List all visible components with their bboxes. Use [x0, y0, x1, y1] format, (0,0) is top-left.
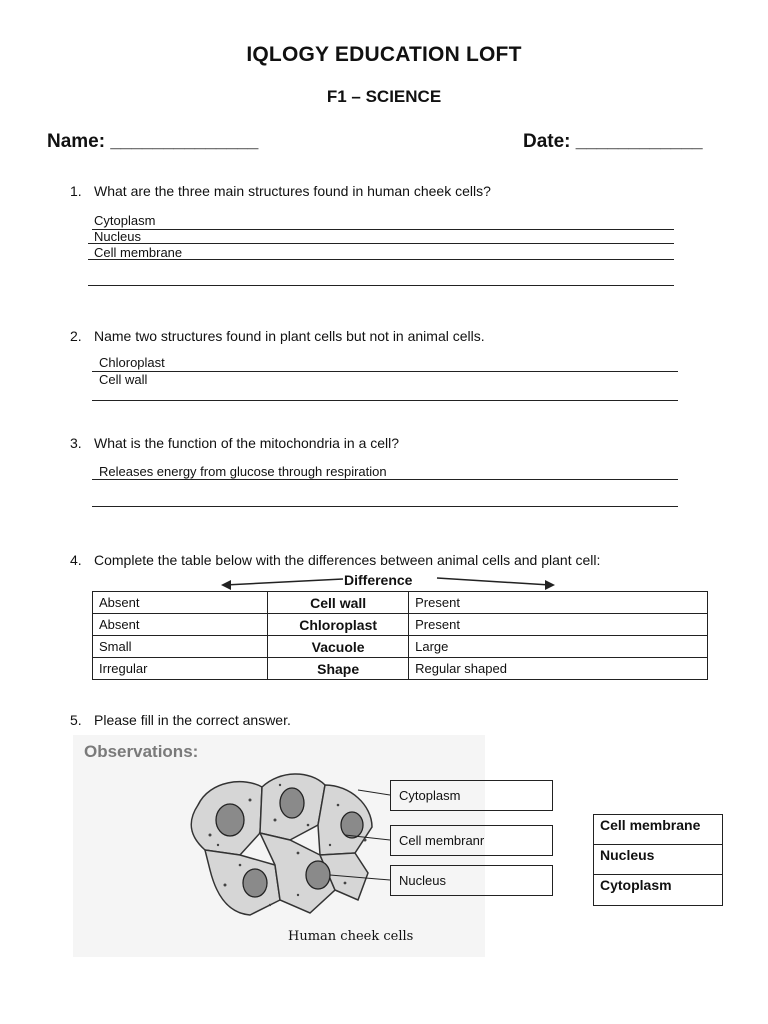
- table-row: [93, 658, 708, 680]
- option-item[interactable]: Cytoplasm: [600, 877, 672, 893]
- question-2: [70, 328, 485, 344]
- worksheet-subtitle: F1 – SCIENCE: [326, 87, 442, 106]
- answer-text[interactable]: Releases energy from glucose through respiration: [99, 464, 387, 479]
- answer-line: [92, 229, 674, 230]
- question-number: 2.: [70, 328, 82, 344]
- answer-line: [92, 400, 678, 401]
- answer-text[interactable]: Cytoplasm: [94, 213, 156, 228]
- question-number: 4.: [70, 552, 82, 568]
- figure-caption: Human cheek cells: [288, 929, 414, 944]
- nucleus-shape: [341, 812, 363, 838]
- question-number: 5.: [70, 712, 82, 728]
- answer-line: [92, 371, 678, 372]
- label-box[interactable]: [390, 865, 553, 896]
- table-row: [93, 614, 708, 636]
- table-row: [93, 636, 708, 658]
- label-box-text: Nucleus: [399, 873, 446, 888]
- question-5: [70, 712, 291, 728]
- plant-cell-value[interactable]: Present: [409, 614, 708, 636]
- nucleus-shape: [280, 788, 304, 818]
- answer-line: [92, 479, 678, 480]
- plant-cell-value[interactable]: Large: [409, 636, 708, 658]
- arrow-left-icon: [221, 580, 231, 590]
- question-text: Please fill in the correct answer.: [94, 712, 291, 728]
- question-number: 1.: [70, 183, 82, 199]
- question-text: Name two structures found in plant cells but not in animal cells.: [94, 328, 485, 344]
- cheek-cells-illustration: [180, 765, 390, 925]
- animal-cell-value[interactable]: Absent: [93, 592, 268, 614]
- option-item[interactable]: Nucleus: [594, 845, 722, 875]
- answer-options-table: [593, 814, 723, 906]
- answer-line: [88, 285, 674, 286]
- feature-name: Vacuole: [268, 636, 409, 658]
- label-box-text: Cytoplasm: [399, 788, 461, 803]
- feature-name: Cell wall: [268, 592, 409, 614]
- figure-heading: Observations:: [84, 742, 199, 761]
- question-text: What are the three main structures found in human cheek cells?: [94, 183, 491, 199]
- question-text: What is the function of the mitochondria in a cell?: [94, 435, 400, 451]
- nucleus-shape: [216, 804, 244, 836]
- answer-text[interactable]: Cell membrane: [94, 245, 183, 260]
- nucleus-shape: [243, 869, 267, 897]
- feature-name: Chloroplast: [268, 614, 409, 636]
- answer-line: [92, 506, 678, 507]
- animal-cell-value[interactable]: Small: [93, 636, 268, 658]
- worksheet-title: IQLOGY EDUCATION LOFT: [246, 43, 522, 66]
- question-text: Complete the table below with the differences between animal cells and plant cell:: [94, 552, 601, 568]
- label-box[interactable]: [390, 780, 553, 811]
- answer-text[interactable]: Cell wall: [99, 372, 148, 387]
- label-box-text: Cell membranr: [399, 833, 485, 848]
- question-1: [70, 183, 491, 199]
- answer-text[interactable]: Chloroplast: [99, 355, 165, 370]
- label-box[interactable]: [390, 825, 553, 856]
- question-number: 3.: [70, 435, 82, 451]
- animal-cell-value[interactable]: Irregular: [93, 658, 268, 680]
- name-field-label: Name: ______________: [47, 131, 259, 152]
- difference-table: [92, 591, 708, 680]
- feature-name: Shape: [268, 658, 409, 680]
- answer-text[interactable]: Nucleus: [94, 229, 141, 244]
- question-4: [70, 552, 600, 568]
- plant-cell-value[interactable]: Present: [409, 592, 708, 614]
- answer-line: [88, 243, 674, 244]
- question-3: [70, 435, 399, 451]
- difference-heading: Difference: [344, 572, 413, 588]
- animal-cell-value[interactable]: Absent: [93, 614, 268, 636]
- table-row: [93, 592, 708, 614]
- option-item[interactable]: Cell membrane: [594, 815, 722, 845]
- arrow-right-icon: [545, 580, 555, 590]
- nucleus-shape: [306, 861, 330, 889]
- label-pointer: [358, 790, 390, 795]
- date-field-label: Date: ____________: [523, 131, 703, 152]
- plant-cell-value[interactable]: Regular shaped: [409, 658, 708, 680]
